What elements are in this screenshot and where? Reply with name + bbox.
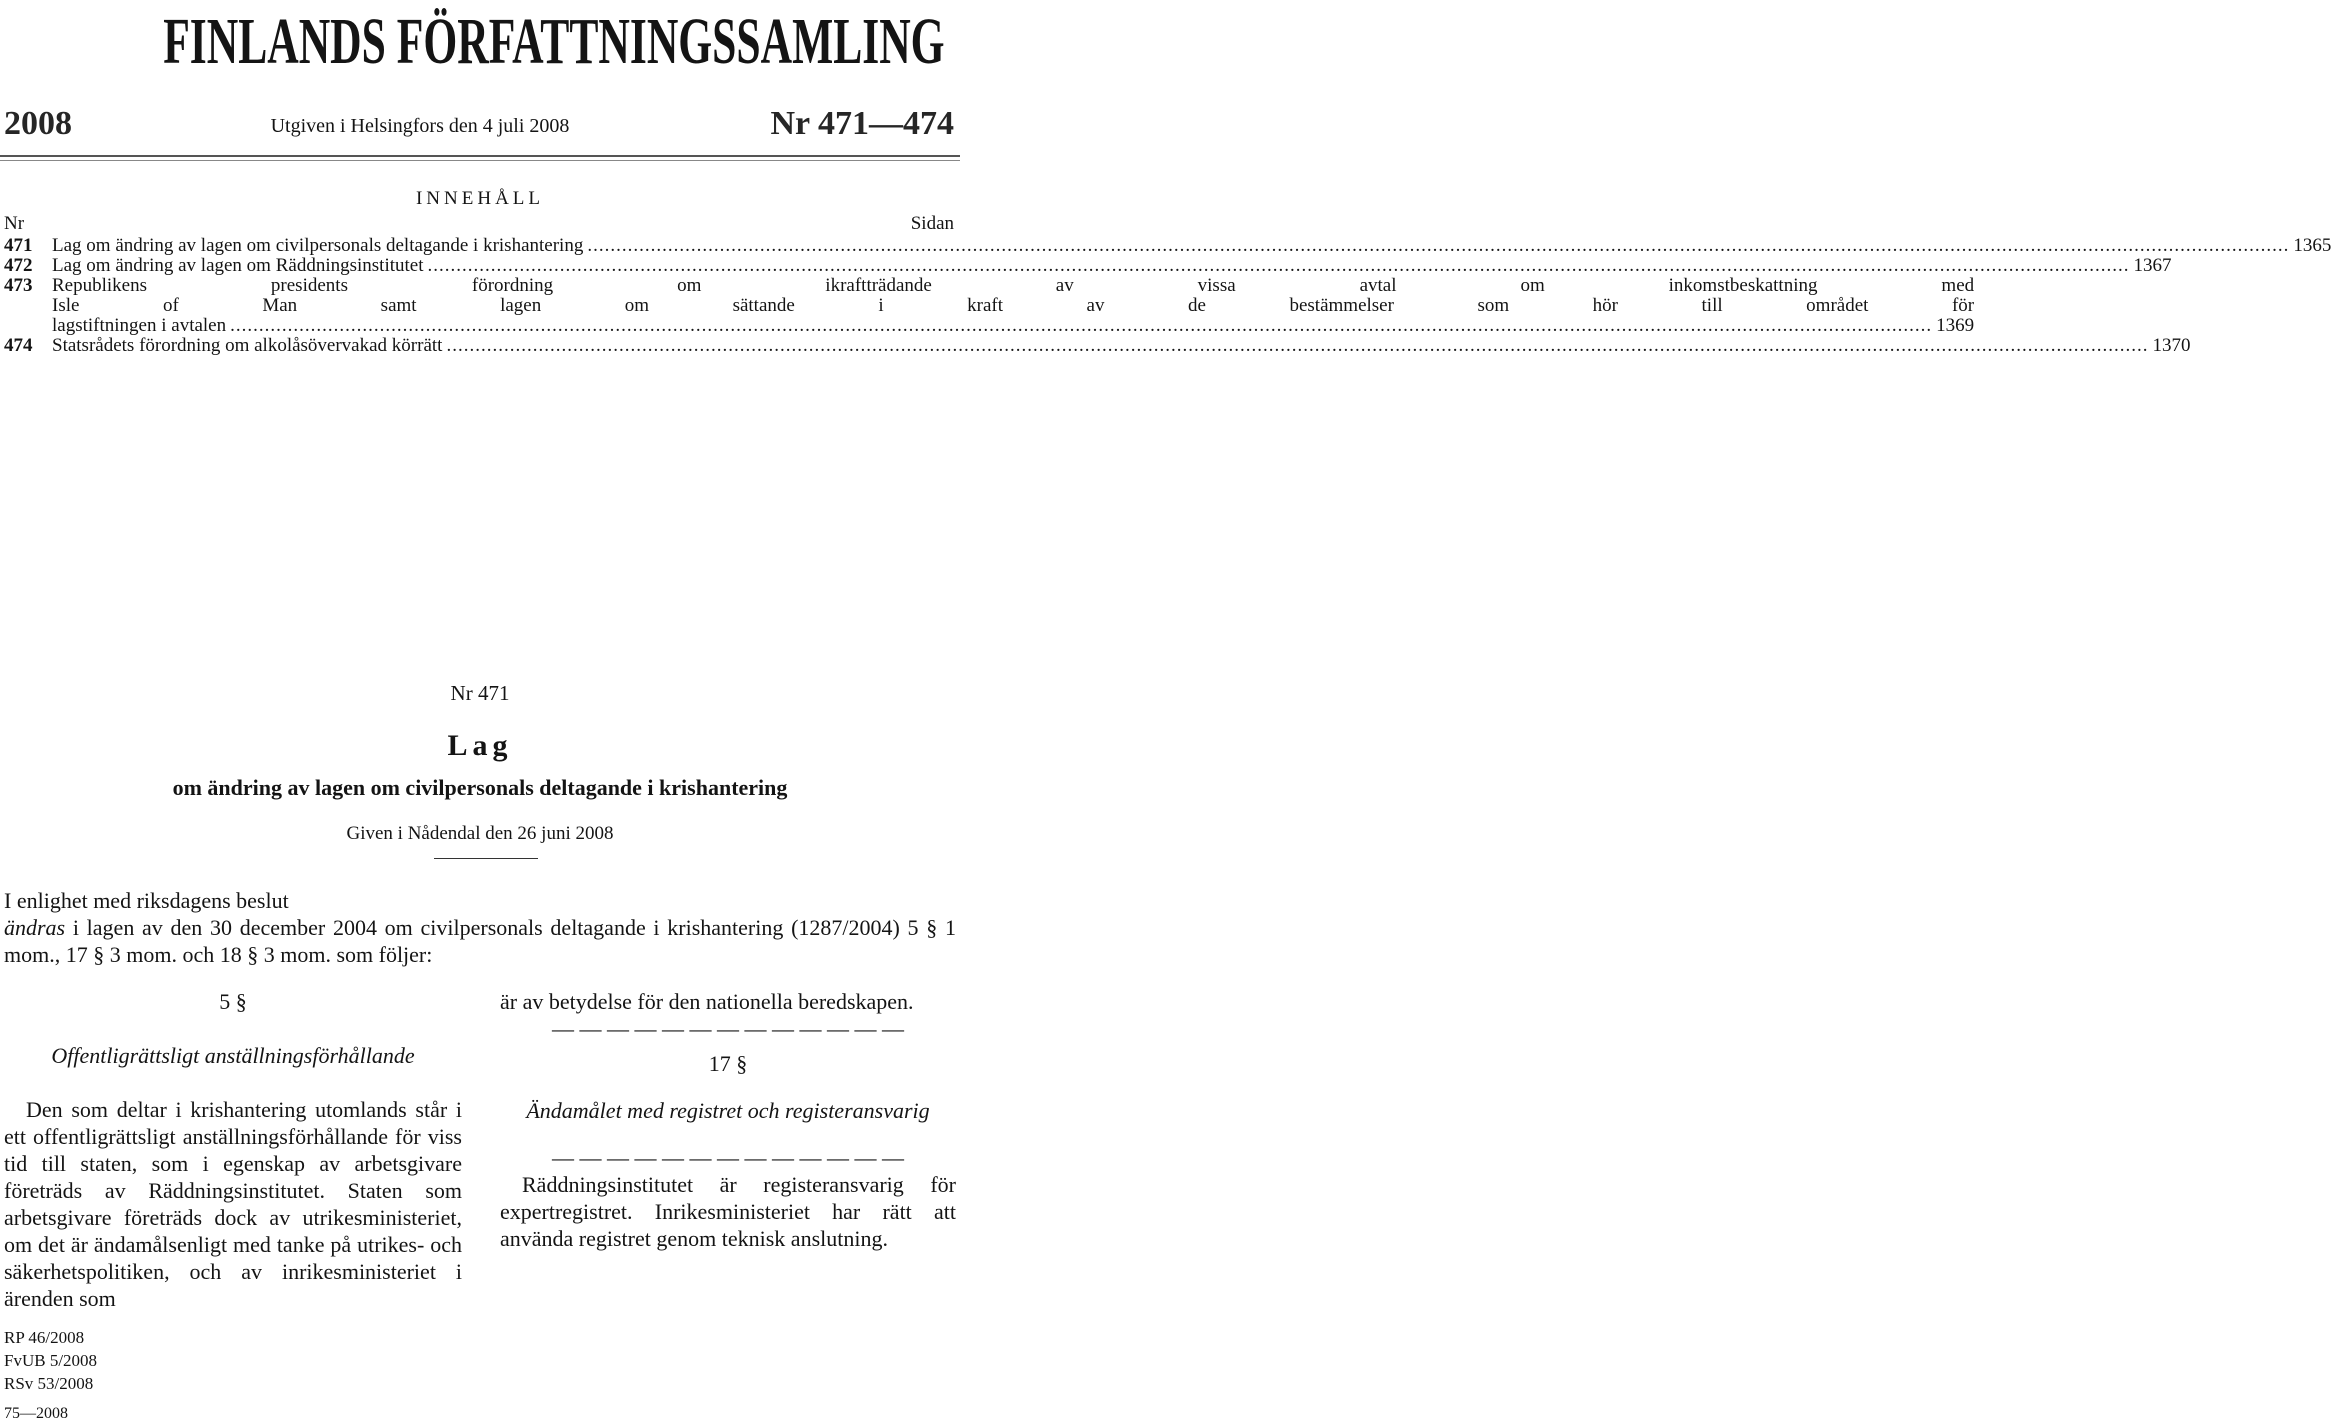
header-rule-thin — [0, 160, 960, 161]
issue-number-range: Nr 471—474 — [770, 105, 954, 142]
toc-entry-page: 1365 — [2293, 235, 2331, 256]
omission-marker: — — — — — — — — — — — — — — [552, 1145, 904, 1170]
toc-page-label: Sidan — [910, 213, 954, 234]
preamble — [4, 887, 956, 968]
reference-item: FvUB 5/2008 — [4, 1351, 98, 1370]
amend-keyword: ändras — [4, 915, 66, 940]
section-text: Räddningsinstitutet är registeransvarig för expertregistret. Inrikesministeriet har rätt att använda registret genom teknisk anslutning. — [500, 1172, 956, 1251]
toc-entry[interactable] — [4, 235, 2331, 256]
act-number: Nr 471 — [450, 681, 510, 705]
toc-entry[interactable] — [4, 335, 2191, 356]
toc-entry-page: 1369 — [1936, 315, 1975, 336]
left-column — [4, 988, 462, 1312]
issue-date: Utgiven i Helsingfors den 4 juli 2008 — [270, 115, 570, 137]
print-code: 75—2008 — [4, 1405, 68, 1422]
reference-item: RP 46/2008 — [4, 1328, 85, 1347]
preamble-amendment: ändras i lagen av den 30 december 2004 om civilpersonals deltagande i krishantering (1287/2004) 5 § 1 mom., 17 § 3 mom. och 18 § 3 mom. som följer: — [4, 915, 956, 967]
act-divider — [434, 858, 538, 859]
publication-banner: FINLANDS FÖRFATTNINGSSAMLING — [163, 5, 945, 78]
act-given-date: Given i Nådendal den 26 juni 2008 — [346, 823, 614, 844]
toc-nr-label: Nr — [4, 213, 25, 234]
toc-entry-page: 1370 — [2152, 335, 2191, 356]
right-column — [500, 988, 956, 1252]
toc-heading: INNEHÅLL — [415, 188, 545, 209]
toc-entry-page: 1367 — [2133, 255, 2172, 276]
toc-entry[interactable] — [4, 255, 2172, 276]
toc-entry-title: Statsrådets förordning om alkolåsövervakad körrätt — [52, 335, 443, 356]
section-number: 17 § — [708, 1051, 748, 1076]
header-rule — [0, 155, 960, 157]
act-title: om ändring av lagen om civilpersonals deltagande i krishantering — [172, 775, 788, 800]
table-of-contents — [4, 235, 2331, 356]
volume-year: 2008 — [4, 105, 72, 142]
act-type: Lag — [447, 729, 513, 762]
toc-entry-title: Republikens presidents förordning om ikraftträdande av vissa avtal om inkomstbeskattning med — [52, 275, 1975, 296]
section-text: Den som deltar i krishantering utomlands står i ett offentligrättsligt anställningsförhållande för viss tid till staten, som i egenskap av arbetsgivare företräds av Räddningsinstitutet. Staten som arbetsgivare företräds dock av utrikesministeriet, om det är ändamålsenligt med tanke på utrikes- och säkerhetspolitiken, och av inrikesministeriet i ärenden som — [4, 1097, 462, 1311]
reference-item: RSv 53/2008 — [4, 1374, 94, 1393]
toc-entry[interactable] — [4, 275, 1975, 336]
section-number: 5 § — [219, 989, 247, 1014]
toc-entry-number: 472 — [4, 255, 33, 276]
toc-entry-title: Lag om ändring av lagen om civilpersonals deltagande i krishantering — [52, 235, 584, 256]
section-heading: Offentligrättsligt anställningsförhållande — [51, 1043, 415, 1068]
section-heading: Ändamålet med registret och registeransvarig — [526, 1098, 930, 1123]
toc-entry-title: lagstiftningen i avtalen — [52, 315, 227, 336]
toc-entry-number: 471 — [4, 235, 33, 256]
preamble-intro: I enlighet med riksdagens beslut — [4, 888, 289, 913]
omission-marker: — — — — — — — — — — — — — — [552, 1016, 904, 1041]
toc-entry-number: 473 — [4, 275, 33, 296]
toc-entry-title: Lag om ändring av lagen om Räddningsinstitutet — [52, 255, 424, 276]
legislative-references — [4, 1326, 97, 1395]
section-continuation: är av betydelse för den nationella beredskapen. — [500, 989, 914, 1014]
toc-entry-title: Isle of Man samt lagen om sättande i kraft av de bestämmelser som hör till området för — [52, 295, 1975, 316]
toc-entry-number: 474 — [4, 335, 33, 356]
